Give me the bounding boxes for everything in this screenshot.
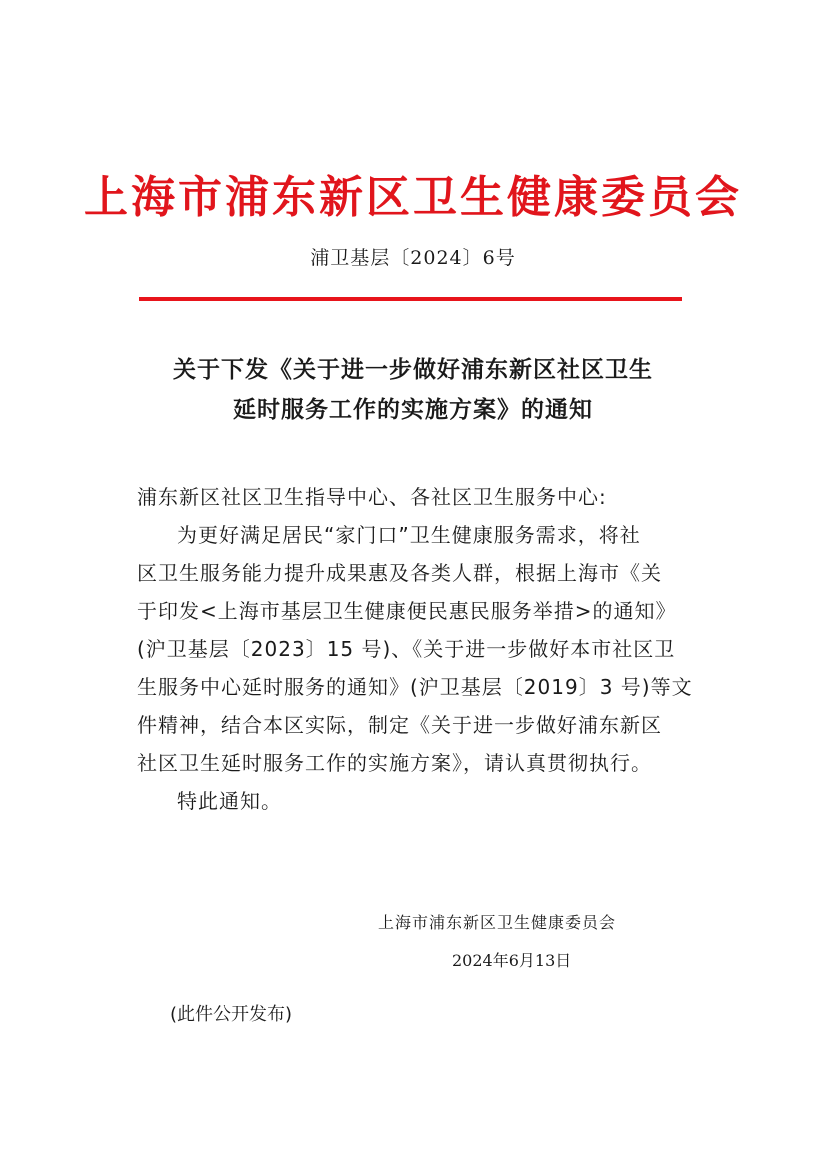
body-line: (沪卫基层〔2023〕15 号)、《关于进一步做好本市社区卫 [137,637,676,661]
document-title [0,350,826,430]
signature-date: 2024年6月13日 [452,951,572,970]
body-line: 区卫生服务能力提升成果惠及各类人群，根据上海市《关 [137,561,662,585]
disclosure-note: (此件公开发布) [170,1004,293,1025]
signature-org: 上海市浦东新区卫生健康委员会 [378,913,617,932]
red-separator-rule [139,297,682,301]
title-line-2: 延时服务工作的实施方案》的通知 [233,396,593,423]
addressee-line: 浦东新区社区卫生指导中心、各社区卫生服务中心: [137,485,607,509]
body-line: 为更好满足居民“家门口”卫生健康服务需求，将社 [177,523,641,547]
title-line-1: 关于下发《关于进一步做好浦东新区社区卫生 [173,356,653,383]
closing-line: 特此通知。 [177,789,282,813]
body-line: 社区卫生延时服务工作的实施方案》，请认真贯彻执行。 [137,751,652,775]
body-line: 生服务中心延时服务的通知》(沪卫基层〔2019〕3 号)等文 [137,675,693,699]
document-number: 浦卫基层〔2024〕6号 [310,247,516,269]
issuing-authority-header: 上海市浦东新区卫生健康委员会 [84,172,742,223]
document-body [137,478,697,820]
body-line: 件精神，结合本区实际，制定《关于进一步做好浦东新区 [137,713,662,737]
body-line: 于印发<上海市基层卫生健康便民惠民服务举措>的通知》 [137,599,677,623]
